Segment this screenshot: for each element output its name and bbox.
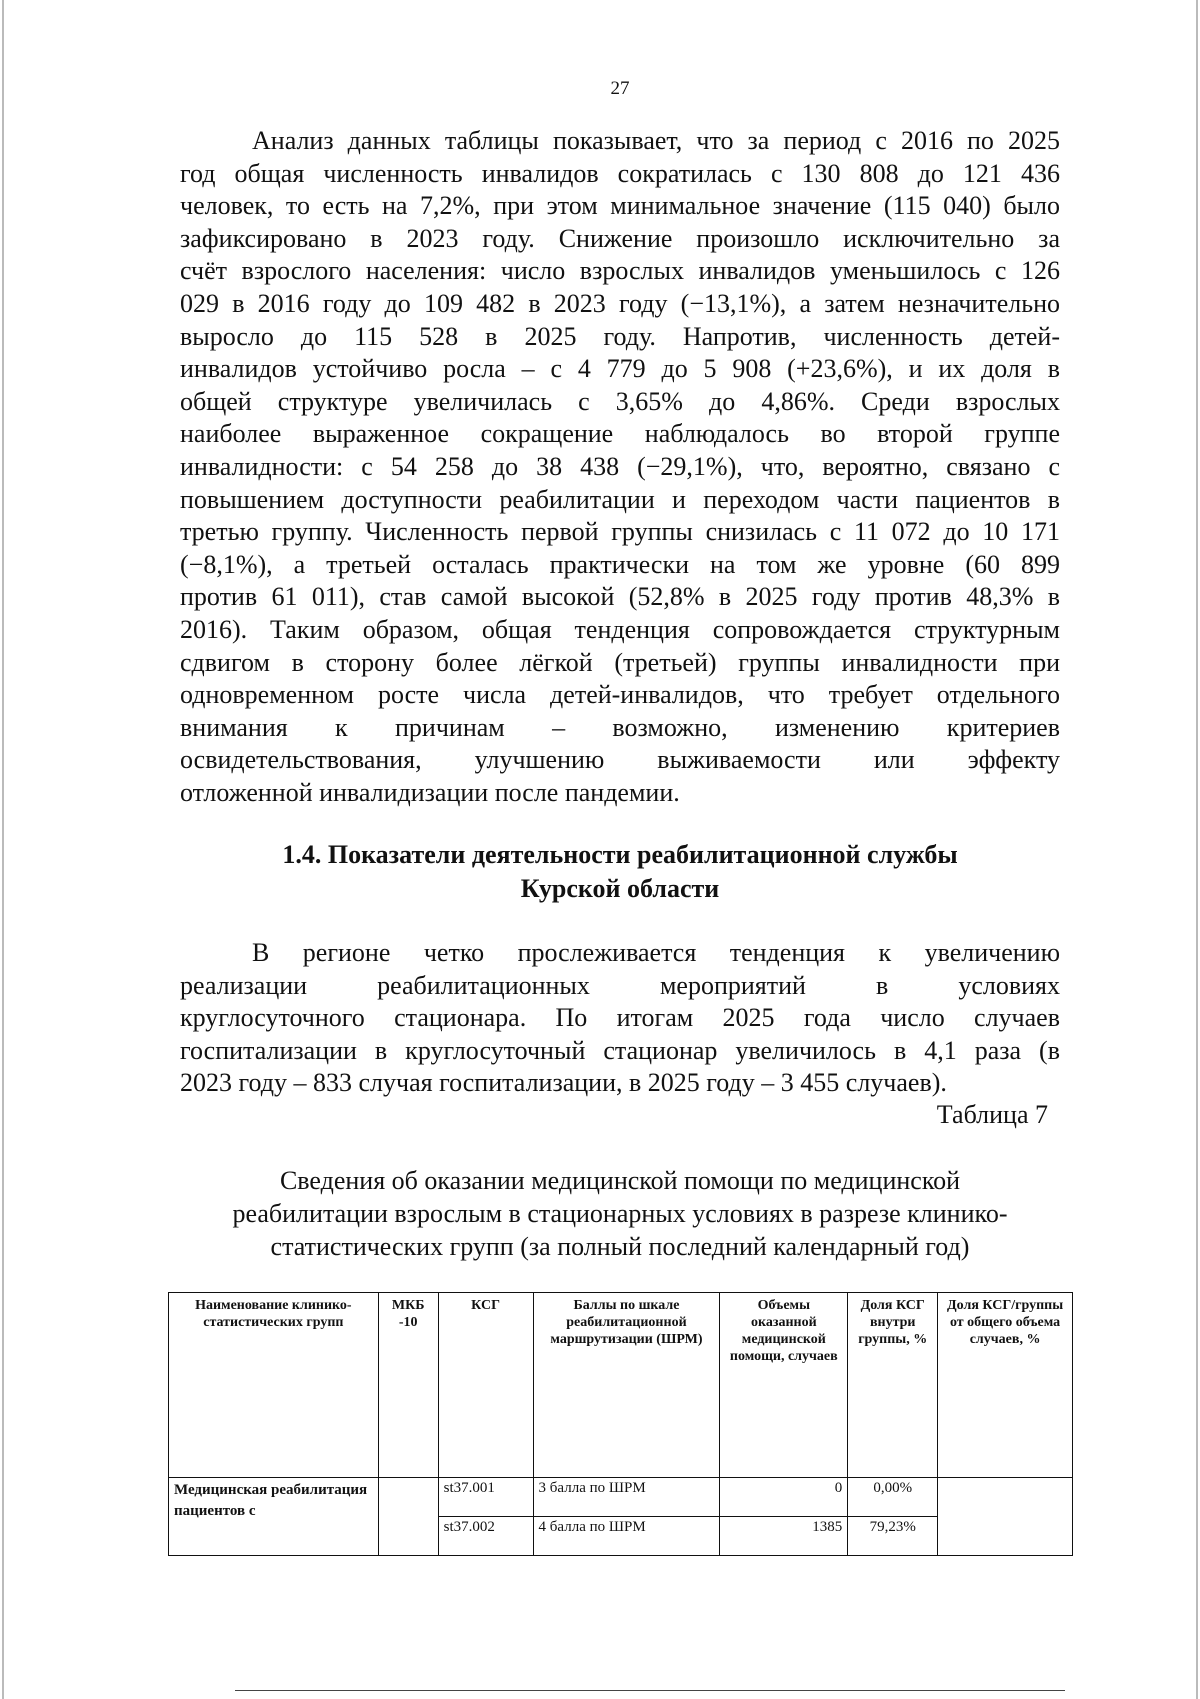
paragraph-line: инвалидности: с 54 258 до 38 438 (−29,1%), что, вероятно, связано с — [180, 451, 1060, 481]
caption-line-2: реабилитации взрослым в стационарных условиях в разрезе клинико- — [232, 1199, 1008, 1228]
bottom-rule — [235, 1690, 1065, 1691]
section-heading-line-1: 1.4. Показатели деятельности реабилитационной службы — [282, 840, 958, 869]
section-heading — [180, 838, 1060, 906]
left-scan-edge — [2, 0, 4, 1699]
table-label: Таблица 7 — [936, 1100, 1048, 1129]
header-ksg: КСГ — [438, 1293, 533, 1478]
table-row — [169, 1478, 1073, 1517]
cell-volume: 1385 — [720, 1517, 848, 1556]
paragraph-line: освидетельствования, улучшению выживаемости или эффекту — [180, 745, 1060, 775]
cell-icd10 — [378, 1478, 438, 1556]
paragraph-line: отложенной инвалидизации после пандемии. — [180, 777, 680, 807]
section-heading-line-2: Курской области — [520, 874, 720, 903]
paragraph-line: инвалидов устойчиво росла – с 4 779 до 5 908 (+23,6%), и их доля в — [180, 354, 1060, 384]
paragraph-analysis — [180, 125, 1060, 809]
caption-line-3: статистических групп (за полный последний календарный год) — [270, 1232, 970, 1261]
cell-group-name: Медицинская реабилитация пациентов с — [169, 1478, 379, 1556]
paragraph-line: круглосуточного стационара. По итогам 2025 года число случаев — [180, 1003, 1060, 1033]
header-share-in-group: Доля КСГ внутри группы, % — [848, 1293, 938, 1478]
cell-share: 79,23% — [848, 1517, 938, 1556]
paragraph-line: счёт взрослого населения: число взрослых инвалидов уменьшилось с 126 — [180, 256, 1060, 286]
cell-shrm: 3 балла по ШРМ — [533, 1478, 720, 1517]
paragraph-line: зафиксировано в 2023 году. Снижение произошло исключительно за — [180, 223, 1060, 253]
table-caption — [180, 1164, 1060, 1263]
table-header-row — [169, 1293, 1073, 1478]
cell-volume: 0 — [720, 1478, 848, 1517]
paragraph-line: Анализ данных таблицы показывает, что за период с 2016 по 2025 — [252, 126, 1060, 155]
header-share-total: Доля КСГ/группы от общего объема случаев, % — [938, 1293, 1073, 1478]
paragraph-line: третью группу. Численность первой группы снизилась с 11 072 до 10 171 — [180, 517, 1060, 547]
rehab-table — [168, 1292, 1073, 1556]
paragraph-line: против 61 011), став самой высокой (52,8% в 2025 году против 48,3% в — [180, 582, 1060, 612]
page-number: 27 — [610, 78, 630, 99]
paragraph-line: 2023 году – 833 случая госпитализации, в 2025 году – 3 455 случаев). — [180, 1068, 947, 1098]
paragraph-line: 2016). Таким образом, общая тенденция сопровождается структурным — [180, 614, 1060, 644]
header-icd10: МКБ -10 — [378, 1293, 438, 1478]
cell-share-total — [938, 1478, 1073, 1556]
header-group-name: Наименование клинико-статистических групп — [169, 1293, 379, 1478]
paragraph-line: внимания к причинам – возможно, изменению критериев — [180, 712, 1060, 742]
paragraph-line: повышением доступности реабилитации и переходом части пациентов в — [180, 484, 1060, 514]
cell-ksg: st37.001 — [438, 1478, 533, 1517]
paragraph-line: 029 в 2016 году до 109 482 в 2023 году (−13,1%), а затем незначительно — [180, 288, 1060, 318]
paragraph-line: В регионе четко прослеживается тенденция к увеличению — [252, 938, 1060, 967]
paragraph-line: общей структуре увеличилась с 3,65% до 4,86%. Среди взрослых — [180, 386, 1060, 416]
paragraph-line: госпитализации в круглосуточный стационар увеличилось в 4,1 раза (в — [180, 1035, 1060, 1065]
cell-shrm: 4 балла по ШРМ — [533, 1517, 720, 1556]
paragraph-line: человек, то есть на 7,2%, при этом минимальное значение (115 040) было — [180, 191, 1060, 221]
paragraph-line: реализации реабилитационных мероприятий в условиях — [180, 970, 1060, 1000]
paragraph-line: (−8,1%), а третьей осталась практически на том же уровне (60 899 — [180, 549, 1060, 579]
paragraph-line: выросло до 115 528 в 2025 году. Напротив, численность детей- — [180, 321, 1060, 351]
paragraph-rehab-trend — [180, 937, 1060, 1100]
header-shrm: Баллы по шкале реабилитационной маршрутизации (ШРМ) — [533, 1293, 720, 1478]
paragraph-line: год общая численность инвалидов сократилась с 130 808 до 121 436 — [180, 158, 1060, 188]
cell-share: 0,00% — [848, 1478, 938, 1517]
caption-line-1: Сведения об оказании медицинской помощи по медицинской — [279, 1166, 961, 1195]
cell-ksg: st37.002 — [438, 1517, 533, 1556]
paragraph-line: наиболее выраженное сокращение наблюдалось во второй группе — [180, 419, 1060, 449]
paragraph-line: одновременном росте числа детей-инвалидов, что требует отдельного — [180, 680, 1060, 710]
paragraph-line: сдвигом в сторону более лёгкой (третьей) группы инвалидности при — [180, 647, 1060, 677]
right-scan-edge — [1196, 0, 1198, 1699]
header-volume: Объемы оказанной медицинской помощи, случаев — [720, 1293, 848, 1478]
